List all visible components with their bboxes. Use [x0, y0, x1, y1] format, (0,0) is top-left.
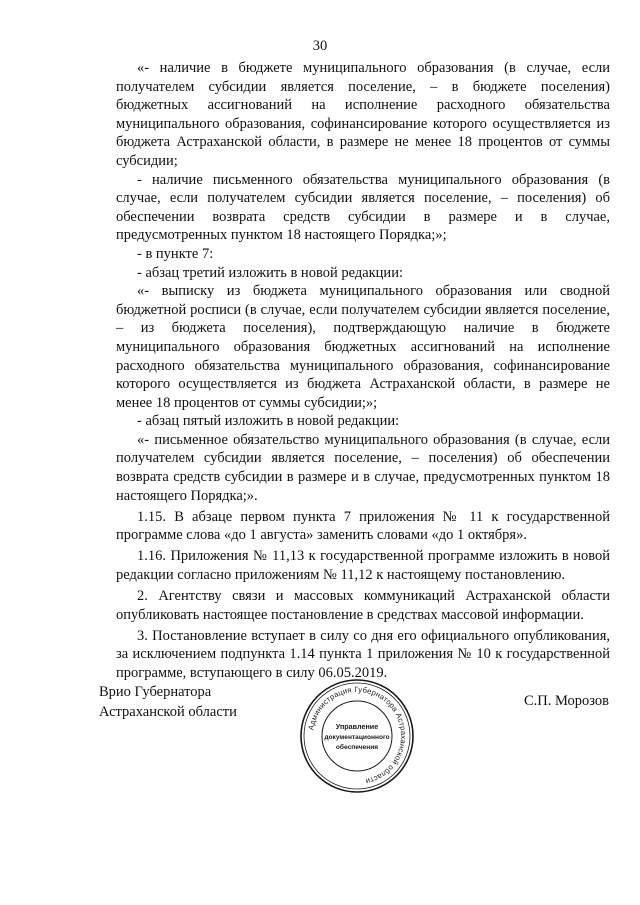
- signatory-title: [99, 682, 237, 722]
- signatory-name: С.П. Морозов: [523, 693, 609, 709]
- signature-block: [0, 676, 640, 796]
- seal-ring-text: Администрация Губернатора Астраханской области: [306, 684, 409, 787]
- page-number: 30: [312, 38, 328, 54]
- signatory-title-line2: Астраханской области: [99, 704, 237, 720]
- official-seal: [297, 676, 417, 796]
- paragraph-1-16: 1.16. Приложения № 11,13 к государственной программе изложить в новой редакции согласно приложениям № 11,12 к настоящему постановлению.: [116, 548, 610, 584]
- seal-graphic: [297, 676, 417, 796]
- paragraph-fifth-abzac: - абзац пятый изложить в новой редакции:: [137, 413, 400, 430]
- paragraph-budget-extract: «- выписку из бюджета муниципального образования или сводной бюджетной росписи (в случае, если получателем субсидии является поселение, – из бюджета поселения), подтверждающую наличие в бюджете муниципального образования бюджетных ассигнований на исполнение расходного обязательства муниципального образования, софинансирование которого осуществляется из бюджета Астраханской области, в размере не менее 18 процентов от суммы субсидии;»;: [116, 283, 610, 411]
- paragraph-written-obligation-new: «- письменное обязательство муниципального образования (в случае, если получателем субсидии является поселение, – поселения) об обеспечении возврата средств субсидии в размере и в случае, предусмотренных пунктом 18 настоящего Порядка;».: [116, 431, 610, 504]
- paragraph-clause-7: - в пункте 7:: [137, 245, 214, 262]
- paragraph-2: 2. Агентству связи и массовых коммуникаций Астраханской области опубликовать настоящее постановление в средствах массовой информации.: [116, 588, 610, 623]
- signatory-title-line1: Врио Губернатора: [99, 684, 212, 700]
- paragraph-3: 3. Постановление вступает в силу со дня его официального опубликования, за исключением подпункта 1.14 пункта 1 приложения № 10 к государственной программе, вступающего в силу 06.05.2019.: [116, 627, 610, 681]
- paragraph-1-15: 1.15. В абзаце первом пункта 7 приложения № 11 к государственной программе слова «до 1 августа» заменить словами «до 1 октября».: [116, 508, 610, 544]
- seal-center-line1: Управление: [335, 722, 379, 731]
- paragraph-budget-condition: «- наличие в бюджете муниципального образования (в случае, если получателем субсидии является поселение, – в бюджете поселения) бюджетных ассигнований на исполнение расходного обязательства муниципального образования, софинансирование которого осуществляется из бюджета Астраханской области, в размере не менее 18 процентов от суммы субсидии;: [116, 60, 610, 169]
- document-body: [116, 59, 610, 683]
- seal-center-line2: документационного: [324, 734, 390, 741]
- paragraph-third-abzac: - абзац третий изложить в новой редакции:: [137, 264, 403, 281]
- seal-center-line3: обеспечения: [335, 744, 379, 751]
- paragraph-written-obligation: - наличие письменного обязательства муниципального образования (в случае, если получателем субсидии является поселение, – поселения) об обеспечении возврата средств субсидии в размере и в случае, предусмотренных пунктом 18 настоящего Порядка;»;: [116, 171, 610, 244]
